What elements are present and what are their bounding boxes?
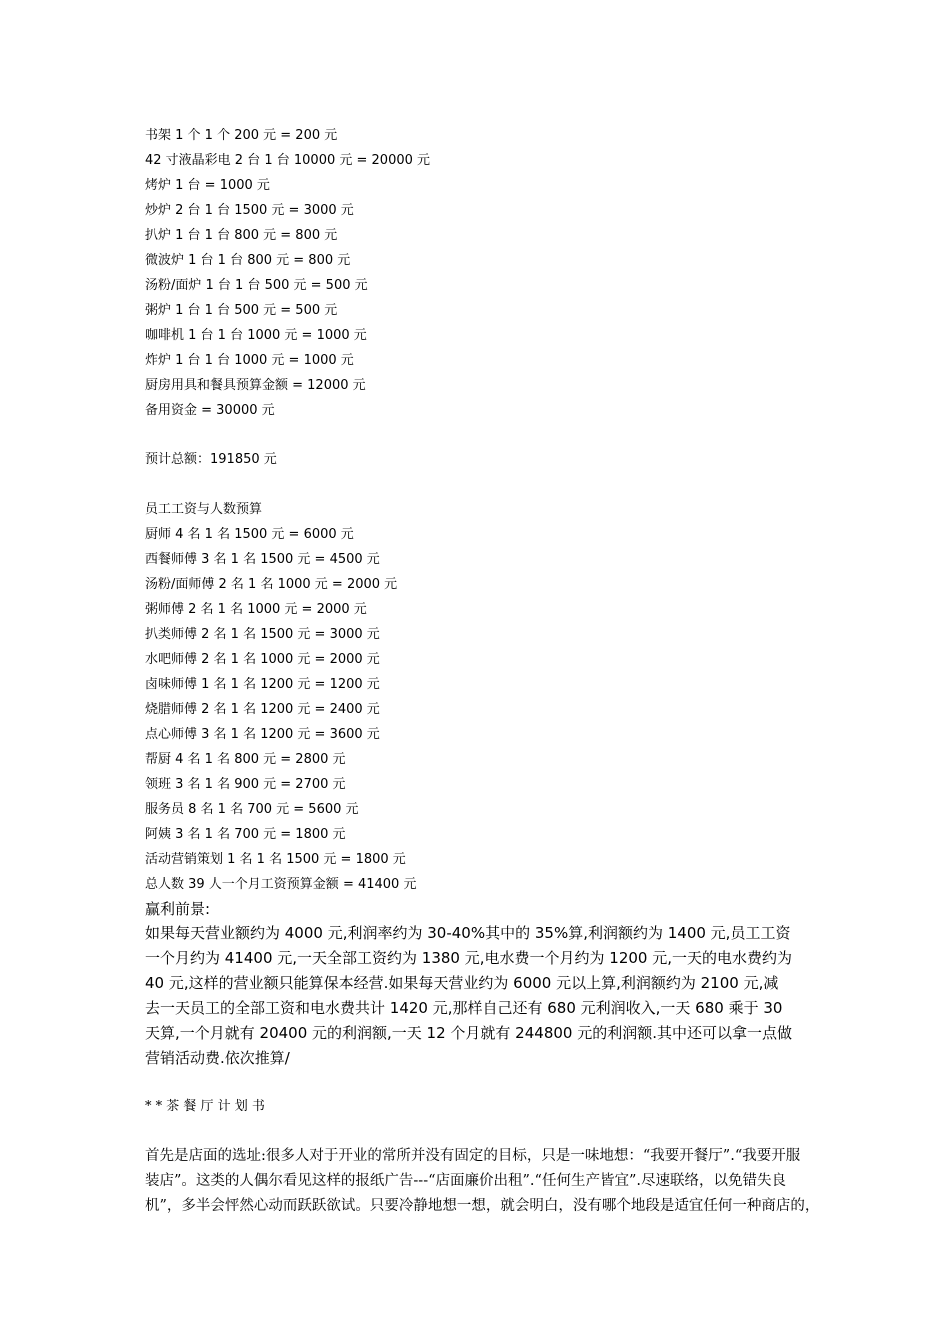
estimated-total: 预计总额：191850 元 — [145, 452, 277, 467]
profit-paragraph-line: 去一天员工的全部工资和电水费共计 1420 元,那样自己还有 680 元利润收入,一天 680 乘于 30 — [145, 999, 783, 1017]
equipment-line: 厨房用具和餐具预算金额 = 12000 元 — [145, 378, 366, 393]
plan-paragraph-line: 装店”。这类的人偶尔看见这样的报纸广告---“店面廉价出租”.“任何生产皆宜”.尽速联络，以免错失良 — [145, 1173, 786, 1189]
staff-line: 汤粉/面师傅 2 名 1 名 1000 元 = 2000 元 — [145, 577, 398, 592]
plan-paragraph-line: 机”，多半会怦然心动而跃跃欲试。只要冷静地想一想，就会明白，没有哪个地段是适宜任何一种商店的， — [145, 1198, 820, 1214]
staff-line: 活动营销策划 1 名 1 名 1500 元 = 1800 元 — [145, 852, 406, 867]
equipment-line: 微波炉 1 台 1 台 800 元 = 800 元 — [145, 253, 351, 268]
profit-paragraph-line: 40 元,这样的营业额只能算保本经营.如果每天营业约为 6000 元以上算,利润额约为 2100 元,减 — [145, 974, 779, 992]
equipment-line: 粥炉 1 台 1 台 500 元 = 500 元 — [145, 303, 338, 318]
profit-heading: 赢利前景: — [145, 900, 211, 918]
staff-line: 粥师傅 2 名 1 名 1000 元 = 2000 元 — [145, 602, 367, 617]
staff-line: 帮厨 4 名 1 名 800 元 = 2800 元 — [145, 752, 346, 767]
equipment-line: 咖啡机 1 台 1 台 1000 元 = 1000 元 — [145, 328, 367, 343]
profit-paragraph-line: 一个月约为 41400 元,一天全部工资约为 1380 元,电水费一个月约为 1200 元,一天的电水费约为 — [145, 949, 792, 967]
equipment-line: 炒炉 2 台 1 台 1500 元 = 3000 元 — [145, 203, 354, 218]
staff-heading: 员工工资与人数预算 — [145, 502, 263, 517]
staff-total-line: 总人数 39 人一个月工资预算金额 = 41400 元 — [145, 877, 417, 892]
profit-paragraph-line: 天算,一个月就有 20400 元的利润额,一天 12 个月就有 244800 元的利润额.其中还可以拿一点做 — [145, 1024, 792, 1042]
plan-title: * * 茶 餐 厅 计 划 书 — [145, 1099, 265, 1114]
staff-line: 服务员 8 名 1 名 700 元 = 5600 元 — [145, 802, 359, 817]
staff-line: 点心师傅 3 名 1 名 1200 元 = 3600 元 — [145, 727, 380, 742]
staff-line: 烧腊师傅 2 名 1 名 1200 元 = 2400 元 — [145, 702, 380, 717]
equipment-line: 书架 1 个 1 个 200 元 = 200 元 — [145, 128, 338, 143]
plan-paragraph-line: 首先是店面的选址:很多人对于开业的常所并没有固定的目标，只是一味地想：“我要开餐厅”.“我要开服 — [145, 1148, 801, 1164]
staff-line: 卤味师傅 1 名 1 名 1200 元 = 1200 元 — [145, 677, 380, 692]
equipment-line: 汤粉/面炉 1 台 1 台 500 元 = 500 元 — [145, 278, 368, 293]
staff-line: 阿姨 3 名 1 名 700 元 = 1800 元 — [145, 827, 346, 842]
profit-paragraph-line: 如果每天营业额约为 4000 元,利润率约为 30-40%其中的 35%算,利润额约为 1400 元,员工工资 — [145, 924, 791, 942]
profit-paragraph-line: 营销活动费.依次推算/ — [145, 1049, 290, 1067]
equipment-line: 烤炉 1 台 = 1000 元 — [145, 178, 270, 193]
equipment-line: 备用资金 = 30000 元 — [145, 403, 275, 418]
staff-line: 西餐师傅 3 名 1 名 1500 元 = 4500 元 — [145, 552, 380, 567]
staff-line: 水吧师傅 2 名 1 名 1000 元 = 2000 元 — [145, 652, 380, 667]
staff-line: 厨师 4 名 1 名 1500 元 = 6000 元 — [145, 527, 354, 542]
staff-line: 扒类师傅 2 名 1 名 1500 元 = 3000 元 — [145, 627, 380, 642]
equipment-line: 42 寸液晶彩电 2 台 1 台 10000 元 = 20000 元 — [145, 153, 431, 168]
staff-line: 领班 3 名 1 名 900 元 = 2700 元 — [145, 777, 346, 792]
equipment-line: 扒炉 1 台 1 台 800 元 = 800 元 — [145, 228, 338, 243]
equipment-line: 炸炉 1 台 1 台 1000 元 = 1000 元 — [145, 353, 354, 368]
